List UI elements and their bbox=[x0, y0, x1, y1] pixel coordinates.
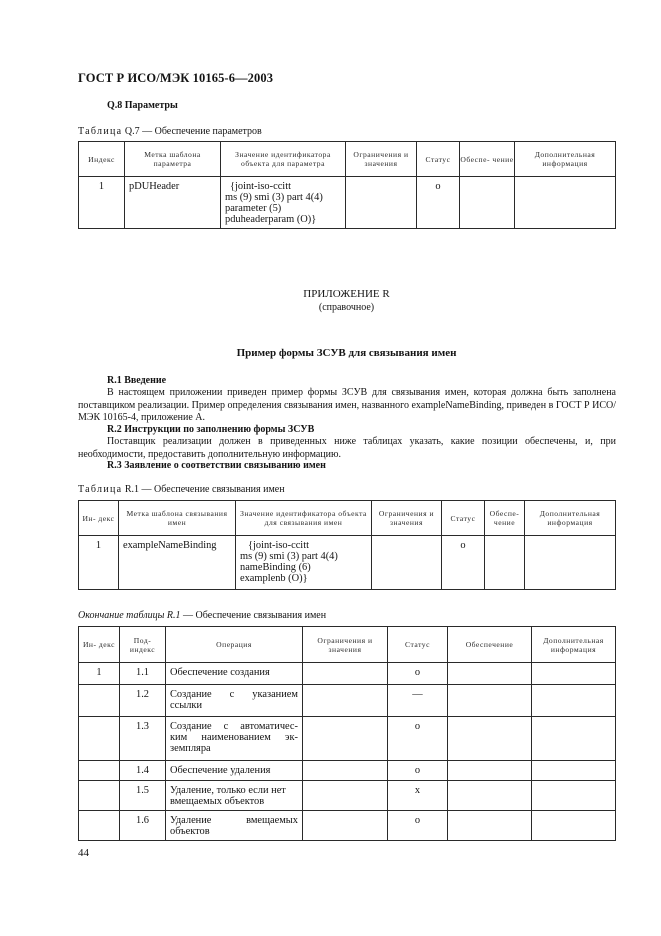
table-row bbox=[79, 811, 616, 841]
cell-index bbox=[79, 717, 120, 761]
cell-constraints bbox=[303, 717, 388, 761]
cell-support bbox=[448, 685, 532, 717]
cell-support bbox=[448, 761, 532, 781]
table-row bbox=[79, 781, 616, 811]
section-q8-heading: Q.8 Параметры bbox=[107, 100, 178, 111]
cell-info bbox=[532, 811, 616, 841]
table-row bbox=[79, 717, 616, 761]
cell-support bbox=[448, 663, 532, 685]
operation-line: Обеспечение удаления bbox=[170, 765, 271, 776]
cell-subindex: 1.1 bbox=[120, 663, 166, 685]
caption-italic: Окончание таблицы R.1 bbox=[78, 610, 181, 621]
cell-info bbox=[532, 761, 616, 781]
operation-line: земпляра bbox=[170, 743, 211, 754]
appendix-subtitle: (справочное) bbox=[318, 302, 375, 313]
cell-subindex: 1.4 bbox=[120, 761, 166, 781]
cell-constraints bbox=[303, 811, 388, 841]
col-header-info: Дополнительная информация bbox=[515, 142, 616, 177]
appendix-heading: Пример формы ЗСУВ для связывания имен bbox=[236, 347, 457, 359]
cell-constraints bbox=[303, 761, 388, 781]
cell-label: exampleNameBinding bbox=[119, 536, 236, 590]
r2-paragraph: Поставщик реализации должен в приведенных ниже таблицах указать, какие позиции обеспечены, и, при необходимости, предоставить дополнительную информацию. bbox=[78, 436, 616, 460]
cell-operation bbox=[166, 781, 303, 811]
oid-line: ms (9) smi (3) part 4(4) bbox=[240, 551, 338, 562]
operation-line: Создание с автоматичес- bbox=[170, 721, 298, 732]
oid-line: nameBinding (6) bbox=[240, 562, 311, 573]
col-header-constraints: Ограничения и значения bbox=[346, 142, 417, 177]
cell-info bbox=[532, 685, 616, 717]
cell-info bbox=[532, 663, 616, 685]
cell-status: o bbox=[388, 761, 448, 781]
col-header-operation: Операция bbox=[166, 627, 303, 663]
cell-index bbox=[79, 781, 120, 811]
col-header-constraints: Ограничения и значения bbox=[372, 501, 442, 536]
cell-index bbox=[79, 685, 120, 717]
table-r1-continued bbox=[78, 626, 616, 841]
caption-prefix: Таблица bbox=[78, 126, 123, 137]
r1-paragraph: В настоящем приложении приведен пример формы ЗСУВ для связывания имен, которая должна быть заполнена поставщиком реализации. Пример определения связывания имен, названного exampleNameBinding, приведен в ГОСТ Р ИСО/МЭК 10165-4, приложение А. bbox=[78, 387, 616, 424]
operation-line: ким наименованием эк- bbox=[170, 732, 298, 743]
section-r1-text bbox=[78, 387, 616, 425]
table-r1-caption bbox=[78, 484, 285, 495]
col-header-status: Статус bbox=[417, 142, 460, 177]
col-header-label: Метка шаблона параметра bbox=[125, 142, 221, 177]
cell-info bbox=[515, 177, 616, 229]
cell-support bbox=[448, 781, 532, 811]
cell-subindex: 1.3 bbox=[120, 717, 166, 761]
cell-subindex: 1.6 bbox=[120, 811, 166, 841]
col-header-constraints: Ограничения и значения bbox=[303, 627, 388, 663]
col-header-support: Обеспечение bbox=[448, 627, 532, 663]
operation-line: вмещаемых объектов bbox=[170, 796, 265, 807]
cell-operation bbox=[166, 717, 303, 761]
table-header-row bbox=[79, 501, 616, 536]
cell-status: x bbox=[388, 781, 448, 811]
operation-line: ссылки bbox=[170, 700, 202, 711]
table-q7 bbox=[78, 141, 616, 229]
caption-prefix: Таблица bbox=[78, 484, 123, 495]
col-header-support: Обеспе- чение bbox=[485, 501, 525, 536]
cell-info bbox=[525, 536, 616, 590]
oid-line: parameter (5) bbox=[225, 203, 282, 214]
cell-operation bbox=[166, 685, 303, 717]
table-row bbox=[79, 685, 616, 717]
cell-info bbox=[532, 717, 616, 761]
col-header-index: Индекс bbox=[79, 142, 125, 177]
col-header-status: Статус bbox=[442, 501, 485, 536]
cell-subindex: 1.5 bbox=[120, 781, 166, 811]
section-r2-text bbox=[78, 436, 616, 461]
cell-status: o bbox=[388, 717, 448, 761]
cell-oid bbox=[221, 177, 346, 229]
cell-status: o bbox=[417, 177, 460, 229]
table-row bbox=[79, 536, 616, 590]
cell-constraints bbox=[303, 781, 388, 811]
caption-text: — Обеспечение связывания имен bbox=[180, 610, 327, 621]
cell-index: 1 bbox=[79, 177, 125, 229]
col-header-info: Дополнительная информация bbox=[532, 627, 616, 663]
appendix-title: ПРИЛОЖЕНИЕ R bbox=[303, 288, 390, 300]
section-r1-heading: R.1 Введение bbox=[107, 375, 167, 386]
cell-index bbox=[79, 761, 120, 781]
cell-constraints bbox=[346, 177, 417, 229]
operation-line: Удаление, только если нет bbox=[170, 785, 286, 796]
table-row bbox=[79, 761, 616, 781]
cell-support bbox=[485, 536, 525, 590]
oid-line: pduheaderparam (O)} bbox=[225, 214, 317, 225]
cell-info bbox=[532, 781, 616, 811]
cell-label: pDUHeader bbox=[125, 177, 221, 229]
cell-status: o bbox=[388, 663, 448, 685]
caption-text: Q.7 — Обеспечение параметров bbox=[124, 126, 262, 137]
section-r2-heading: R.2 Инструкции по заполнению формы ЗСУВ bbox=[107, 424, 315, 435]
cell-operation bbox=[166, 761, 303, 781]
operation-line: Обеспечение создания bbox=[170, 667, 270, 678]
cell-status: — bbox=[388, 685, 448, 717]
table-r1 bbox=[78, 500, 616, 590]
cell-operation bbox=[166, 811, 303, 841]
col-header-support: Обеспе- чение bbox=[460, 142, 515, 177]
col-header-label: Метка шаблона связывания имен bbox=[119, 501, 236, 536]
document-header: ГОСТ Р ИСО/МЭК 10165-6—2003 bbox=[78, 71, 274, 85]
col-header-info: Дополнительная информация bbox=[525, 501, 616, 536]
cell-constraints bbox=[372, 536, 442, 590]
cell-constraints bbox=[303, 663, 388, 685]
table-row bbox=[79, 177, 616, 229]
cell-oid bbox=[236, 536, 372, 590]
oid-line: {joint-iso-ccitt bbox=[230, 181, 291, 192]
cell-status: o bbox=[388, 811, 448, 841]
page-number: 44 bbox=[78, 847, 89, 859]
cell-index: 1 bbox=[79, 536, 119, 590]
operation-line: объектов bbox=[170, 826, 210, 837]
cell-support bbox=[460, 177, 515, 229]
table-header-row bbox=[79, 627, 616, 663]
table-header-row bbox=[79, 142, 616, 177]
oid-line: {joint-iso-ccitt bbox=[248, 540, 309, 551]
cell-support bbox=[448, 717, 532, 761]
section-r3-heading: R.3 Заявление о соответствии связыванию имен bbox=[107, 460, 326, 471]
col-header-index: Ин- декс bbox=[79, 627, 120, 663]
operation-line: Создание с указанием bbox=[170, 689, 298, 700]
col-header-index: Ин- декс bbox=[79, 501, 119, 536]
col-header-oid: Значение идентификатора объекта для параметра bbox=[221, 142, 346, 177]
col-header-subindex: Под- индекс bbox=[120, 627, 166, 663]
oid-line: ms (9) smi (3) part 4(4) bbox=[225, 192, 323, 203]
cell-status: o bbox=[442, 536, 485, 590]
cell-index bbox=[79, 811, 120, 841]
cell-index: 1 bbox=[79, 663, 120, 685]
table-r1-cont-caption bbox=[78, 610, 326, 621]
table-row bbox=[79, 663, 616, 685]
operation-line: Удаление вмещаемых bbox=[170, 815, 298, 826]
table-q7-caption bbox=[78, 126, 262, 137]
cell-operation bbox=[166, 663, 303, 685]
caption-text: R.1 — Обеспечение связывания имен bbox=[124, 484, 285, 495]
oid-line: examplenb (O)} bbox=[240, 573, 308, 584]
cell-subindex: 1.2 bbox=[120, 685, 166, 717]
cell-support bbox=[448, 811, 532, 841]
col-header-oid: Значение идентификатора объекта для связывания имен bbox=[236, 501, 372, 536]
col-header-status: Статус bbox=[388, 627, 448, 663]
cell-constraints bbox=[303, 685, 388, 717]
